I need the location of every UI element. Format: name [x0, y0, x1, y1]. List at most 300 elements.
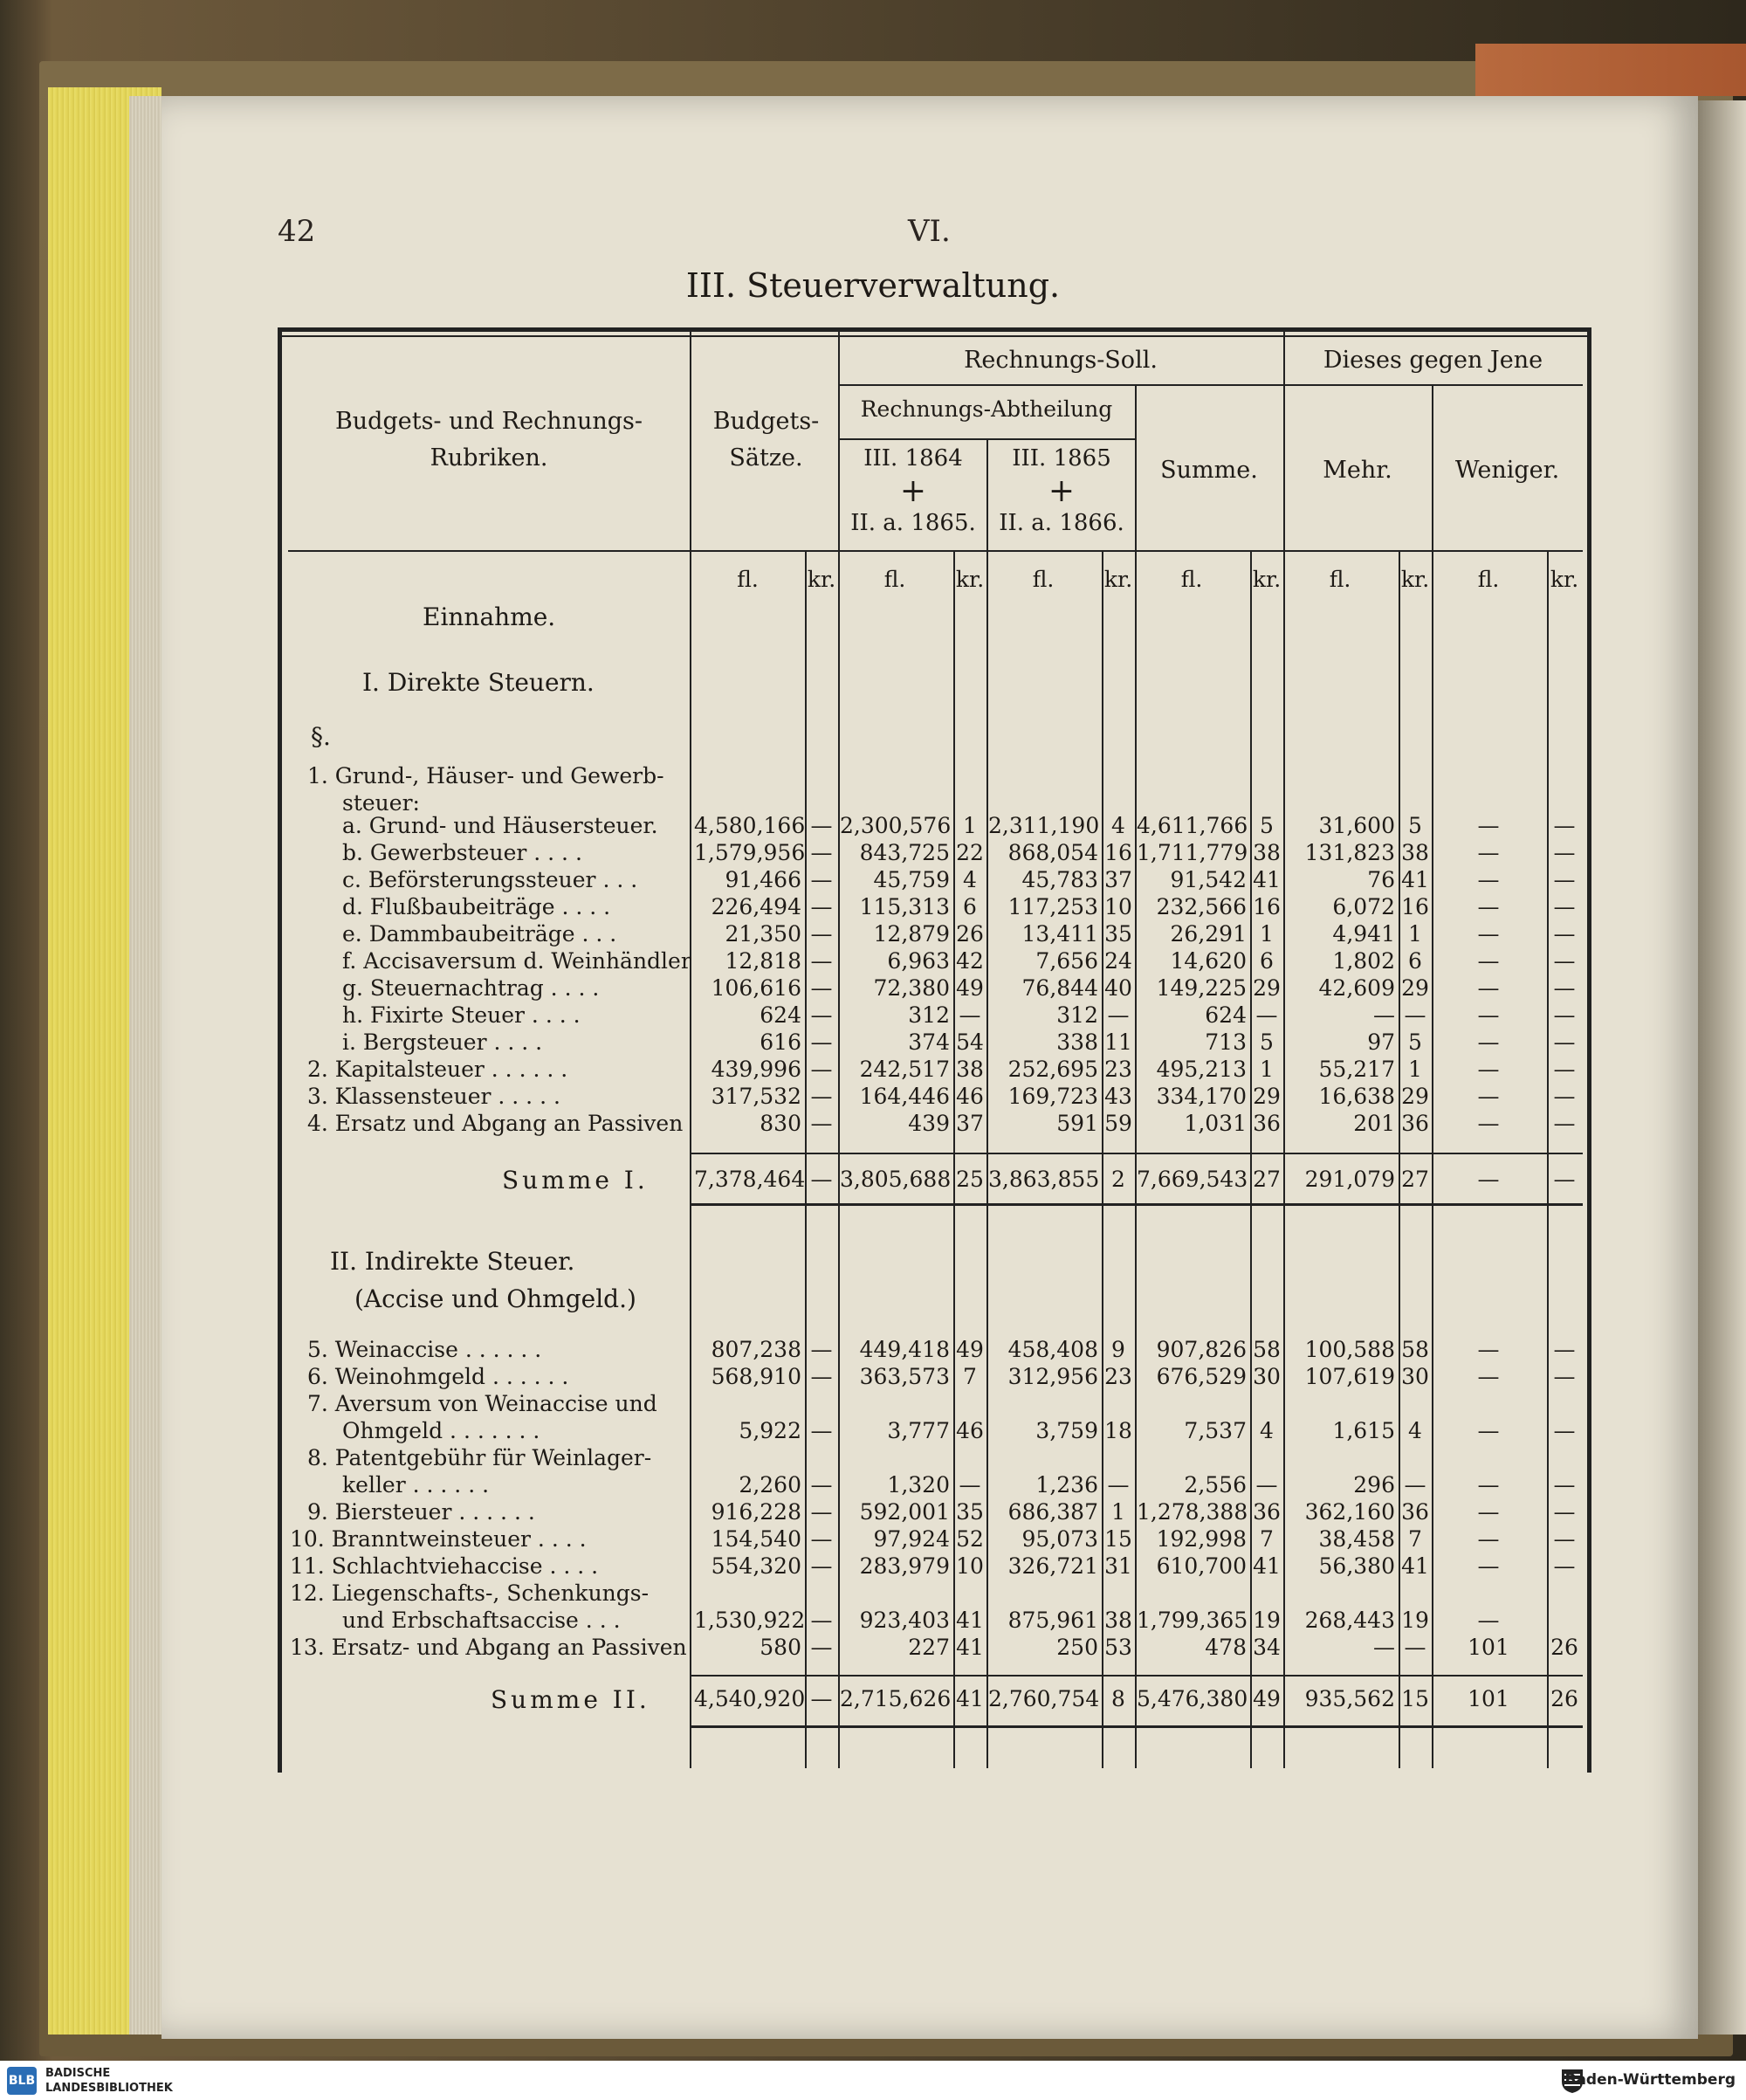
cell-c2: 2,311,190	[988, 813, 1100, 838]
cell-b: 616	[760, 1029, 801, 1055]
cell-m: 201	[1353, 1111, 1395, 1136]
cell-c2: 312	[1056, 1002, 1098, 1028]
spine-label	[1475, 44, 1746, 96]
row-label: 5. Weinaccise . . . . . .	[307, 1337, 542, 1362]
item1-label: 1. Grund-, Häuser- und Gewerb-	[307, 763, 664, 788]
library-name	[45, 2066, 173, 2096]
cell-bk: —	[810, 867, 833, 892]
cell-c1k: 41	[956, 1608, 984, 1633]
cell-s: 5,476,380	[1137, 1686, 1248, 1711]
cell-c2: 117,253	[1007, 894, 1098, 919]
cell-b: 916,228	[711, 1499, 801, 1525]
cell-wk: —	[1553, 1029, 1576, 1055]
cell-c1k: 46	[956, 1084, 984, 1109]
item1-cont: steuer:	[342, 790, 420, 816]
cell-sk: 19	[1253, 1608, 1281, 1633]
row-label: b. Gewerbsteuer . . . .	[342, 840, 582, 865]
cell-m: 1,615	[1332, 1418, 1395, 1443]
header-budgets: Budgets-Sätze.	[712, 408, 820, 472]
cell-w: —	[1477, 1526, 1500, 1552]
cell-c1: 45,759	[873, 867, 950, 892]
cell-c2k: 1	[1111, 1499, 1125, 1525]
cell-wk: —	[1553, 1337, 1576, 1362]
row-label: 12. Liegenschafts-, Schenkungs-	[290, 1580, 650, 1606]
cell-bk: —	[810, 813, 833, 838]
cell-bk: —	[810, 1418, 833, 1443]
row-label: 4. Ersatz und Abgang an Passiven	[307, 1111, 684, 1136]
summe2-top-rule	[690, 1675, 1583, 1677]
cell-b: 439,996	[711, 1057, 801, 1082]
unit-fl: fl.	[737, 567, 759, 592]
summe1-top-rule	[690, 1153, 1583, 1154]
row-label: Ohmgeld . . . . . . .	[342, 1418, 540, 1443]
header-rubriken: Budgets- und Rechnungs-Rubriken.	[334, 408, 643, 472]
cell-b: 12,818	[725, 948, 801, 974]
cell-c2: 250	[1056, 1635, 1098, 1660]
cell-c1: 363,573	[859, 1364, 950, 1389]
cell-mk: 36	[1401, 1499, 1429, 1525]
cell-s: 907,826	[1156, 1337, 1247, 1362]
cell-m: 16,638	[1318, 1084, 1395, 1109]
cell-c1: 923,403	[859, 1608, 950, 1633]
cell-bk: —	[810, 1167, 833, 1192]
cell-c1: 2,715,626	[840, 1686, 952, 1711]
cell-s: 713	[1205, 1029, 1247, 1055]
cell-c2: 95,073	[1021, 1526, 1098, 1552]
cell-w: —	[1477, 1364, 1500, 1389]
cell-c1k: 38	[956, 1057, 984, 1082]
cell-c1k: 26	[956, 921, 984, 947]
cell-c2k: 37	[1104, 867, 1132, 892]
cell-sk: 41	[1253, 1553, 1281, 1579]
unit-fl: fl.	[1477, 567, 1500, 592]
cell-b: 1,579,956	[694, 840, 806, 865]
cell-c2: 76,844	[1021, 975, 1098, 1001]
cell-m: 935,562	[1304, 1686, 1395, 1711]
cell-c2k: 11	[1104, 1029, 1132, 1055]
cell-s: 7,537	[1184, 1418, 1247, 1443]
cell-bk: —	[810, 1686, 833, 1711]
cell-b: 226,494	[711, 894, 801, 919]
cell-c2k: 43	[1104, 1084, 1132, 1109]
cell-c2: 7,656	[1035, 948, 1098, 974]
row-label: h. Fixirte Steuer . . . .	[342, 1002, 581, 1028]
cell-b: 4,580,166	[694, 813, 806, 838]
cell-sk: 58	[1253, 1337, 1281, 1362]
cell-bk: —	[810, 921, 833, 947]
cell-c1k: —	[959, 1472, 981, 1498]
cell-c1: 242,517	[859, 1057, 950, 1082]
blb-logo: BLB	[7, 2067, 37, 2095]
cell-m: 55,217	[1318, 1057, 1395, 1082]
cell-b: 2,260	[739, 1472, 801, 1498]
chapter-number: VI.	[908, 214, 951, 249]
cell-c1k: 1	[963, 813, 977, 838]
cell-c2k: —	[1107, 1002, 1130, 1028]
cell-c1: 312	[908, 1002, 950, 1028]
cell-w: —	[1477, 975, 1500, 1001]
cell-c1: 72,380	[873, 975, 950, 1001]
header-summe: Summe.	[1160, 457, 1258, 484]
cell-c1k: 4	[963, 867, 977, 892]
cell-wk: —	[1553, 1526, 1576, 1552]
cell-s: 14,620	[1170, 948, 1247, 974]
section-direkte: I. Direkte Steuern.	[362, 668, 595, 697]
cell-w: —	[1477, 1608, 1500, 1633]
cell-c2k: 24	[1104, 948, 1132, 974]
cell-mk: 41	[1401, 867, 1429, 892]
page-stack	[129, 96, 164, 2035]
cell-m: 362,160	[1304, 1499, 1395, 1525]
cell-c1k: 41	[956, 1635, 984, 1660]
cell-s: 26,291	[1170, 921, 1247, 947]
cell-mk: 5	[1408, 1029, 1422, 1055]
unit-kr: kr.	[955, 567, 985, 592]
unit-kr: kr.	[1400, 567, 1430, 592]
cell-m: 268,443	[1304, 1608, 1395, 1633]
cell-wk: —	[1553, 975, 1576, 1001]
cell-s: 610,700	[1156, 1553, 1247, 1579]
cell-m: 291,079	[1304, 1167, 1395, 1192]
cell-c1k: 25	[956, 1167, 984, 1192]
cell-b: 91,466	[725, 867, 801, 892]
cell-wk: —	[1553, 1167, 1576, 1192]
cell-b: 154,540	[711, 1526, 801, 1552]
cell-b: 624	[760, 1002, 801, 1028]
cell-c1: 374	[908, 1029, 950, 1055]
cell-m: 131,823	[1304, 840, 1395, 865]
cell-mk: 1	[1408, 1057, 1422, 1082]
cell-c2k: 8	[1111, 1686, 1125, 1711]
row-label: 2. Kapitalsteuer . . . . . .	[307, 1057, 568, 1082]
cell-mk: —	[1404, 1635, 1426, 1660]
col-rule	[1250, 550, 1252, 1768]
cell-mk: 5	[1408, 813, 1422, 838]
cell-s: 676,529	[1156, 1364, 1247, 1389]
col-rule	[953, 550, 955, 1768]
cell-c1: 227	[908, 1635, 950, 1660]
cell-c1k: —	[959, 1002, 981, 1028]
cell-c2k: 53	[1104, 1635, 1132, 1660]
cell-b: 5,922	[739, 1418, 801, 1443]
cell-sk: 29	[1253, 1084, 1281, 1109]
cell-m: 100,588	[1304, 1337, 1395, 1362]
unit-kr: kr.	[1252, 567, 1282, 592]
unit-kr: kr.	[1550, 567, 1579, 592]
unit-kr: kr.	[1103, 567, 1133, 592]
cell-c2: 875,961	[1007, 1608, 1098, 1633]
header-rechnungs-soll: Rechnungs-Soll.	[964, 347, 1158, 374]
cell-wk: —	[1553, 1499, 1576, 1525]
cell-c2k: 15	[1104, 1526, 1132, 1552]
cell-sk: 6	[1260, 948, 1274, 974]
col-rule	[1399, 550, 1400, 1768]
cell-mk: —	[1404, 1002, 1426, 1028]
cell-w: —	[1477, 948, 1500, 974]
row-label: d. Flußbaubeiträge . . . .	[342, 894, 611, 919]
cell-m: 107,619	[1304, 1364, 1395, 1389]
cell-w: —	[1477, 1111, 1500, 1136]
cell-mk: 41	[1401, 1553, 1429, 1579]
cell-bk: —	[810, 840, 833, 865]
cell-c2: 2,760,754	[988, 1686, 1100, 1711]
page-title: III. Steuerverwaltung.	[685, 266, 1061, 305]
plus-sign: +	[899, 473, 927, 510]
cell-sk: —	[1255, 1472, 1278, 1498]
cell-c2k: 2	[1111, 1167, 1125, 1192]
cell-c1: 1,320	[887, 1472, 950, 1498]
cell-c1k: 42	[956, 948, 984, 974]
cell-c2: 1,236	[1035, 1472, 1098, 1498]
cell-b: 106,616	[711, 975, 801, 1001]
cell-w: —	[1477, 840, 1500, 865]
cell-c2: 169,723	[1007, 1084, 1098, 1109]
summe2-bottom-rule	[690, 1725, 1583, 1728]
cell-bk: —	[810, 894, 833, 919]
cell-sk: 16	[1253, 894, 1281, 919]
cell-wk: 26	[1550, 1635, 1578, 1660]
cell-m: 38,458	[1318, 1526, 1395, 1552]
cell-c2k: 18	[1104, 1418, 1132, 1443]
cell-c1: 6,963	[887, 948, 950, 974]
cell-c1: 164,446	[859, 1084, 950, 1109]
cell-c2k: 23	[1104, 1057, 1132, 1082]
cell-sk: 5	[1260, 813, 1274, 838]
cell-c1k: 7	[963, 1364, 977, 1389]
cell-mk: 30	[1401, 1364, 1429, 1389]
cell-b: 580	[760, 1635, 801, 1660]
cell-m: 296	[1353, 1472, 1395, 1498]
cell-bk: —	[810, 1002, 833, 1028]
cell-mk: 58	[1401, 1337, 1429, 1362]
cell-c1: 115,313	[859, 894, 950, 919]
row-label: f. Accisaversum d. Weinhändler	[342, 948, 691, 974]
cell-w: —	[1477, 1002, 1500, 1028]
row-label: 11. Schlachtviehaccise . . . .	[290, 1553, 599, 1579]
cell-w: —	[1477, 894, 1500, 919]
cell-s: 334,170	[1156, 1084, 1247, 1109]
row-label: e. Dammbaubeiträge . . .	[342, 921, 617, 947]
cell-bk: —	[810, 1553, 833, 1579]
cell-b: 4,540,920	[694, 1686, 806, 1711]
cell-c1: 2,300,576	[840, 813, 952, 838]
header-col1-top: III. 1864	[863, 445, 963, 472]
cell-wk: —	[1553, 948, 1576, 974]
cell-mk: 7	[1408, 1526, 1422, 1552]
cell-c1k: 52	[956, 1526, 984, 1552]
cell-mk: 27	[1401, 1167, 1429, 1192]
cell-w: —	[1477, 867, 1500, 892]
cell-w: —	[1477, 1337, 1500, 1362]
header-col2-bottom: II. a. 1866.	[999, 510, 1124, 537]
cell-mk: 36	[1401, 1111, 1429, 1136]
soll-rule	[838, 384, 1283, 386]
cell-sk: 27	[1253, 1167, 1281, 1192]
col-rule	[805, 550, 807, 1768]
cell-bk: —	[810, 1057, 833, 1082]
row-label: g. Steuernachtrag . . . .	[342, 975, 600, 1001]
cell-m: —	[1373, 1635, 1395, 1660]
unit-kr: kr.	[807, 567, 836, 592]
paragraph-sign: §.	[311, 722, 331, 751]
cell-c2k: 9	[1111, 1337, 1125, 1362]
cell-mk: 4	[1408, 1418, 1422, 1443]
header-mehr: Mehr.	[1323, 457, 1392, 484]
cell-s: 1,031	[1184, 1111, 1247, 1136]
row-label: 7. Aversum von Weinaccise und	[307, 1391, 657, 1416]
cell-mk: —	[1404, 1472, 1426, 1498]
cell-c2k: 31	[1104, 1553, 1132, 1579]
cell-m: 97	[1367, 1029, 1395, 1055]
header-top-rule	[278, 335, 1587, 337]
cell-m: 56,380	[1318, 1553, 1395, 1579]
row-label: 3. Klassensteuer . . . . .	[307, 1084, 560, 1109]
cell-c2k: 4	[1111, 813, 1125, 838]
cell-mk: 15	[1401, 1686, 1429, 1711]
unit-fl: fl.	[883, 567, 906, 592]
cell-mk: 29	[1401, 1084, 1429, 1109]
cell-wk: —	[1553, 813, 1576, 838]
cell-c2: 252,695	[1007, 1057, 1098, 1082]
section-indirekte-sub: (Accise und Ohmgeld.)	[354, 1284, 636, 1313]
col-rule	[1102, 550, 1103, 1768]
cell-c2: 312,956	[1007, 1364, 1098, 1389]
cell-s: 7,669,543	[1137, 1167, 1248, 1192]
library-name-line1: BADISCHE	[45, 2067, 111, 2080]
cell-m: 6,072	[1332, 894, 1395, 919]
library-name-line2: LANDESBIBLIOTHEK	[45, 2082, 173, 2095]
cell-bk: —	[810, 1472, 833, 1498]
cell-s: 192,998	[1156, 1526, 1247, 1552]
summe1-bottom-rule	[690, 1203, 1583, 1206]
cell-c2k: 16	[1104, 840, 1132, 865]
cell-bk: —	[810, 1608, 833, 1633]
cell-c1: 283,979	[859, 1553, 950, 1579]
cell-c2k: 59	[1104, 1111, 1132, 1136]
cell-wk: —	[1553, 1418, 1576, 1443]
unit-fl: fl.	[1032, 567, 1055, 592]
cell-c2: 45,783	[1021, 867, 1098, 892]
facing-page	[1698, 100, 1746, 2035]
cell-sk: 29	[1253, 975, 1281, 1001]
cell-s: 478	[1205, 1635, 1247, 1660]
cell-c2: 591	[1056, 1111, 1098, 1136]
unit-fl: fl.	[1329, 567, 1351, 592]
cell-c2k: 10	[1104, 894, 1132, 919]
cell-w: —	[1477, 1029, 1500, 1055]
row-label: c. Beförsterungssteuer . . .	[342, 867, 638, 892]
header-bottom-rule	[288, 550, 1583, 552]
cell-s: 624	[1205, 1002, 1247, 1028]
cell-c2k: 35	[1104, 921, 1132, 947]
cell-c1k: 6	[963, 894, 977, 919]
header-weniger: Weniger.	[1454, 457, 1560, 484]
row-label: a. Grund- und Häusersteuer.	[342, 813, 658, 838]
cell-c1k: 22	[956, 840, 984, 865]
header-col1	[840, 445, 986, 538]
row-label: keller . . . . . .	[342, 1472, 490, 1498]
cell-mk: 19	[1401, 1608, 1429, 1633]
cell-w: —	[1477, 1084, 1500, 1109]
cell-s: 232,566	[1156, 894, 1247, 919]
cell-w: —	[1477, 1553, 1500, 1579]
cell-c1: 439	[908, 1111, 950, 1136]
cell-c1: 97,924	[873, 1526, 950, 1552]
cell-sk: 36	[1253, 1499, 1281, 1525]
cell-sk: 38	[1253, 840, 1281, 865]
cell-m: 1,802	[1332, 948, 1395, 974]
cell-wk: —	[1553, 1111, 1576, 1136]
row-label: 13. Ersatz- und Abgang an Passiven	[290, 1635, 687, 1660]
cell-b: 554,320	[711, 1553, 801, 1579]
cell-c2: 458,408	[1007, 1337, 1098, 1362]
cell-wk: —	[1553, 1057, 1576, 1082]
cell-w: —	[1477, 1499, 1500, 1525]
cell-wk: 26	[1550, 1686, 1578, 1711]
cell-bk: —	[810, 1111, 833, 1136]
cell-s: 495,213	[1156, 1057, 1247, 1082]
cell-w: —	[1477, 813, 1500, 838]
cell-s: 2,556	[1184, 1472, 1247, 1498]
cell-wk: —	[1553, 921, 1576, 947]
summe1-label: Summe I.	[502, 1166, 649, 1195]
cell-wk: —	[1553, 894, 1576, 919]
cell-c1: 3,777	[887, 1418, 950, 1443]
cell-wk: —	[1553, 867, 1576, 892]
cell-c2k: —	[1107, 1472, 1130, 1498]
cell-sk: 41	[1253, 867, 1281, 892]
cell-bk: —	[810, 975, 833, 1001]
cell-c2: 868,054	[1007, 840, 1098, 865]
cell-sk: 36	[1253, 1111, 1281, 1136]
cell-sk: 7	[1260, 1526, 1274, 1552]
cell-wk: —	[1553, 840, 1576, 865]
cell-bk: —	[810, 1337, 833, 1362]
cell-w: —	[1477, 1167, 1500, 1192]
cell-c2: 13,411	[1021, 921, 1098, 947]
cell-bk: —	[810, 1084, 833, 1109]
cell-c2: 338	[1056, 1029, 1098, 1055]
cell-bk: —	[810, 1635, 833, 1660]
cell-sk: 1	[1260, 921, 1274, 947]
header-abtheilung: Rechnungs-Abtheilung	[860, 396, 1113, 422]
row-label: und Erbschaftsaccise . . .	[342, 1608, 621, 1633]
cell-c2: 326,721	[1007, 1553, 1098, 1579]
header-col2	[988, 445, 1135, 538]
section-indirekte: II. Indirekte Steuer.	[330, 1247, 575, 1276]
cell-s: 1,278,388	[1137, 1499, 1248, 1525]
cell-c1k: 49	[956, 1337, 984, 1362]
cell-c1: 843,725	[859, 840, 950, 865]
footer-bar	[0, 2061, 1746, 2100]
cell-sk: 30	[1253, 1364, 1281, 1389]
cell-sk: —	[1255, 1002, 1278, 1028]
cell-sk: 34	[1253, 1635, 1281, 1660]
cell-b: 21,350	[725, 921, 801, 947]
cell-mk: 29	[1401, 975, 1429, 1001]
cell-w: —	[1477, 1057, 1500, 1082]
cell-b: 807,238	[711, 1337, 801, 1362]
cell-c2: 3,863,855	[988, 1167, 1100, 1192]
cell-sk: 49	[1253, 1686, 1281, 1711]
cell-c1k: 35	[956, 1499, 984, 1525]
cell-bk: —	[810, 1029, 833, 1055]
summe2-label: Summe II.	[491, 1685, 650, 1714]
cell-c1k: 49	[956, 975, 984, 1001]
cell-mk: 38	[1401, 840, 1429, 865]
col-rule-budgets	[690, 332, 691, 1768]
cell-c2k: 38	[1104, 1608, 1132, 1633]
